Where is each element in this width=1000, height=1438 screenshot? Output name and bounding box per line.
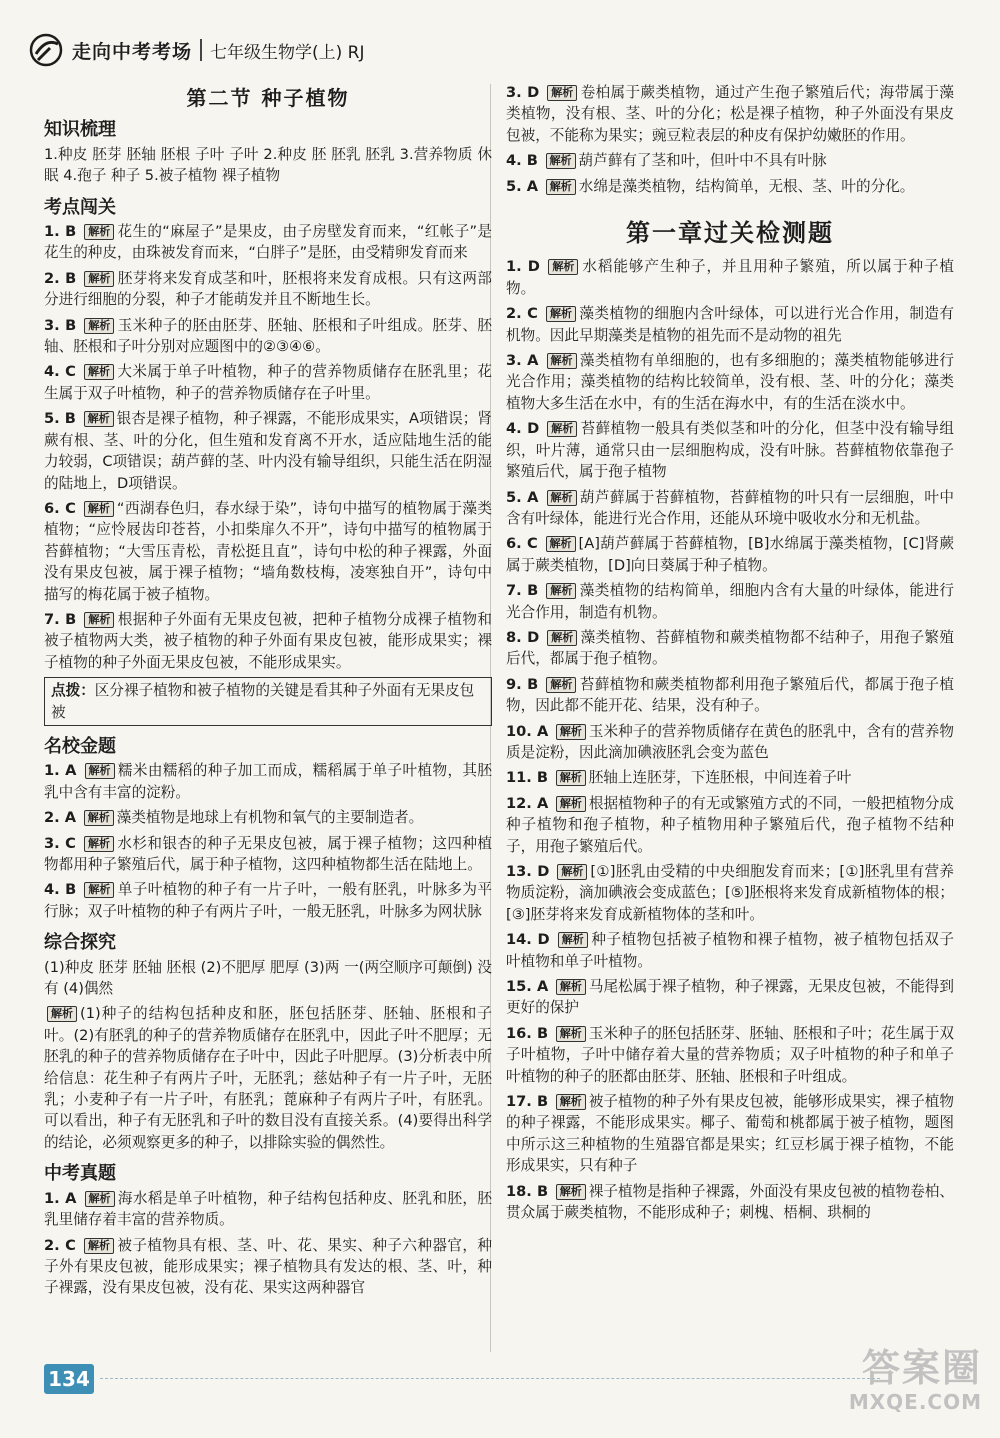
section-title: 第二节 种子植物: [186, 86, 350, 110]
logo-icon: [28, 32, 64, 68]
analysis-tag: 解析: [84, 612, 114, 628]
answer-item: 11. B 解析 胚轴上连胚芽，下连胚根，中间连着子叶: [506, 769, 852, 787]
heading-knowledge: 知识梳理: [44, 119, 116, 141]
checkpoint-list: [44, 221, 492, 673]
answer-item: 4. B 解析 单子叶植物的种子有一片子叶，一般有胚乳，叶脉多为平行脉；双子叶植物的种子有两片子叶，一般无胚乳，叶脉多为网状脉: [44, 881, 492, 920]
analysis-tag: 解析: [546, 306, 576, 322]
knowledge-answers: 1.种皮 胚芽 胚轴 胚根 子叶 子叶 2.种皮 胚 胚乳 胚乳 3.营养物质 休眠 4.孢子 种子 5.被子植物 裸子植物: [44, 145, 492, 185]
analysis-tag: 解析: [84, 810, 114, 826]
analysis-tag: 解析: [546, 536, 576, 552]
analysis-tag: 解析: [85, 1191, 115, 1207]
answer-item: 1. A 解析 糯米由糯稻的种子加工而成，糯稻属于单子叶植物，其胚乳中含有丰富的淀粉。: [44, 762, 492, 801]
inquiry-analysis: 解析 (1)种子的结构包括种皮和胚，胚包括胚芽、胚轴、胚根和子叶。(2)有胚乳的种子的营养物质储存在胚乳中，因此子叶不肥厚；无胚乳的种子的营养物质储存在子叶中，因此子叶肥厚。(3)分析表中所给信息：花生种子有两片子叶，无胚乳；慈姑种子有一片子叶，无胚乳；小麦种子有一片子叶，有胚乳；蓖麻种子有两片子叶，有胚乳。可以看出，种子有无胚乳和子叶的数目没有直接关系。(4)要得出科学的结论，必须观察更多的种子，以排除实验的偶然性。: [44, 1005, 492, 1151]
answer-item: 2. C 解析 藻类植物的细胞内含叶绿体，可以进行光合作用，制造有机物。因此早期藻类是植物的祖先而不是动物的祖先: [506, 305, 954, 344]
answer-item: 3. C 解析 水杉和银杏的种子无果皮包被，属于裸子植物；这四种植物都用种子繁殖后代，属于种子植物，这四种植物都生活在陆地上。: [44, 834, 492, 873]
right-column: [506, 82, 954, 1228]
answer-item: 6. C 解析 “西湖春色归，春水绿于染”，诗句中描写的植物属于藻类植物；“应怜屐齿印苍苔，小扣柴扉久不开”，诗句中描写的植物属于苔藓植物；“大雪压青松，青松挺且直”，诗句中松的种子裸露，外面没有果皮包被，属于裸子植物；“墙角数枝梅，凌寒独自开”，诗句中描写的梅花属于被子植物。: [44, 499, 493, 603]
page-number: 134: [44, 1364, 94, 1394]
analysis-tag: 解析: [84, 318, 114, 334]
answer-item: 15. A 解析 马尾松属于裸子植物，种子裸露，无果皮包被，不能得到更好的保护: [506, 978, 954, 1017]
answer-item: 6. C 解析 [A]葫芦藓属于苔藓植物，[B]水绵属于藻类植物，[C]肾蕨属于蕨类植物，[D]向日葵属于种子植物。: [506, 535, 954, 574]
analysis-tag: 解析: [558, 932, 588, 948]
answer-item: 13. D 解析 [①]胚乳由受精的中央细胞发育而来；[①]胚乳里有营养物质淀粉，滴加碘液会变成蓝色；[⑤]胚根将来发育成新植物体的根；[③]胚芽将来发育成新植物体的茎和叶。: [506, 863, 954, 923]
watermark-logo: 答案圈: [861, 1346, 982, 1390]
heading-checkpoints: 考点闯关: [44, 196, 116, 218]
analysis-tag: 解析: [84, 224, 114, 240]
heading-school-questions: 名校金题: [44, 735, 116, 757]
answer-item: 7. B 解析 根据种子外面有无果皮包被，把种子植物分成裸子植物和被子植物两大类，被子植物的种子外面有果皮包被，能形成果实；裸子植物的种子外面无果皮包被，不能形成果实。: [44, 610, 492, 671]
chapter-test-title: 第一章过关检测题: [626, 219, 834, 248]
answer-item: 12. A 解析 根据植物种子的有无或繁殖方式的不同，一般把植物分成种子植物和孢子植物，种子植物用种子繁殖后代，孢子植物不结种子，用孢子繁殖后代。: [506, 794, 954, 855]
answer-item: 17. B 解析 被子植物的种子外有果皮包被，能够形成果实，裸子植物的种子裸露，不能形成果实。椰子、葡萄和桃都属于被子植物，题图中所示这三种植物的生殖器官都是果实；红豆杉属于裸子植物，不能形成果实，只有种子: [506, 1093, 954, 1175]
watermark-url: MXQE.COM: [848, 1390, 982, 1414]
answer-item: 9. B 解析 苔藓植物和蕨类植物都利用孢子繁殖后代，都属于孢子植物，因此都不能开花、结果，没有种子。: [506, 675, 954, 715]
answer-item: 4. B 解析 葫芦藓有了茎和叶，但叶中不具有叶脉: [506, 152, 827, 170]
analysis-tag: 解析: [547, 353, 577, 369]
page-header: [28, 24, 498, 76]
analysis-tag: 解析: [547, 85, 577, 101]
answer-item: 5. A 解析 葫芦藓属于苔藓植物，苔藓植物的叶只有一层细胞，叶中含有叶绿体，能进行光合作用，还能从环境中吸收水分和无机盐。: [506, 488, 954, 527]
answer-item: 3. D 解析 卷柏属于蕨类植物，通过产生孢子繁殖后代；海带属于藻类植物，没有根、茎、叶的分化；松是裸子植物，种子外面没有果皮包被，不能称为果实；豌豆粒表层的种皮有保护幼嫩胚的作用。: [506, 84, 954, 144]
analysis-tag: 解析: [546, 153, 576, 169]
answer-item: 5. A 解析 水绵是藻类植物，结构简单，无根、茎、叶的分化。: [506, 177, 915, 195]
answer-item: 18. B 解析 裸子植物是指种子裸露，外面没有果皮包被的植物卷柏、贯众属于蕨类植物，不能形成种子；刺槐、梧桐、珙桐的: [506, 1182, 954, 1222]
analysis-tag: 解析: [548, 259, 578, 275]
analysis-tag: 解析: [556, 724, 586, 740]
answer-item: 2. A 解析 藻类植物是地球上有机物和氧气的主要制造者。: [44, 809, 424, 827]
answer-item: 2. C 解析 被子植物具有根、茎、叶、花、果实、种子六种器官，种子外有果皮包被，能形成果实；裸子植物具有发达的根、茎、叶，种子裸露，没有果皮包被，没有花、果实这两种器官: [44, 1236, 492, 1297]
exam-question-list: [44, 1188, 492, 1299]
analysis-tag: 解析: [556, 1094, 586, 1110]
analysis-tag: 解析: [84, 271, 114, 287]
brand-name: 走向中考考场: [72, 40, 193, 63]
analysis-tag: 解析: [47, 1006, 77, 1022]
analysis-tag: 解析: [557, 864, 587, 880]
answer-item: 4. D 解析 苔藓植物一般具有类似茎和叶的分化，但茎中没有输导组织，叶片薄，通常只由一层细胞构成，没有叶脉。苔藓植物依靠孢子繁殖后代，属于孢子植物: [506, 420, 954, 481]
analysis-tag: 解析: [85, 763, 115, 779]
analysis-tag: 解析: [84, 411, 114, 427]
header-separator: [200, 39, 202, 61]
answer-item: 16. B 解析 玉米种子的胚包括胚芽、胚轴、胚根和子叶；花生属于双子叶植物，子叶中储存着大量的营养物质；双子叶植物的种子和单子叶植物的种子的胚都由胚芽、胚轴、胚根和子叶组成。: [506, 1024, 954, 1085]
answer-item: 2. B 解析 胚芽将来发育成茎和叶，胚根将来发育成根。只有这两部分进行细胞的分裂，种子才能萌发并且不断地生长。: [44, 269, 492, 309]
footer-line: [100, 1378, 880, 1379]
answer-item: 1. A 解析 海水稻是单子叶植物，种子结构包括种皮、胚乳和胚，胚乳里储存着丰富的营养物质。: [44, 1189, 492, 1229]
book-title: 七年级生物学(上) RJ: [210, 42, 365, 63]
answer-item: 8. D 解析 藻类植物、苔藓植物和蕨类植物都不结种子，用孢子繁殖后代，都属于孢子植物。: [506, 628, 954, 668]
analysis-tag: 解析: [84, 501, 114, 517]
analysis-tag: 解析: [556, 979, 586, 995]
answer-item: 4. C 解析 大米属于单子叶植物，种子的营养物质储存在胚乳里；花生属于双子叶植物，种子的营养物质储存在子叶里。: [44, 363, 492, 402]
left-column: [44, 86, 492, 1303]
answer-item: 1. D 解析 水稻能够产生种子，并且用种子繁殖，所以属于种子植物。: [506, 258, 954, 297]
answer-item: 5. B 解析 银杏是裸子植物，种子裸露，不能形成果实，A项错误；肾蕨有根、茎、叶的分化，但生殖和发育离不开水，适应陆地生活的能力较弱，C项错误；葫芦藓的茎、叶内没有输导组织，只能生活在阴湿的陆地上，D项错误。: [44, 410, 493, 492]
analysis-tag: 解析: [556, 770, 586, 786]
analysis-tag: 解析: [547, 490, 577, 506]
analysis-tag: 解析: [84, 882, 114, 898]
analysis-tag: 解析: [546, 677, 576, 693]
analysis-tag: 解析: [84, 836, 114, 852]
answer-item: 10. A 解析 玉米种子的营养物质储存在黄色的胚乳中，含有的营养物质是淀粉，因此滴加碘液胚乳会变为蓝色: [506, 722, 954, 761]
chapter-test-list: [506, 256, 954, 1223]
answer-item: 3. B 解析 玉米种子的胚由胚芽、胚轴、胚根和子叶组成。胚芽、胚轴、胚根和子叶分别对应题图中的②③④⑥。: [44, 316, 492, 356]
analysis-tag: 解析: [546, 583, 576, 599]
analysis-tag: 解析: [556, 1026, 586, 1042]
analysis-tag: 解析: [547, 421, 577, 437]
answer-item: 1. B 解析 花生的“麻屋子”是果皮，由子房壁发育而来，“红帐子”是花生的种皮，由珠被发育而来，“白胖子”是胚，由受精卵发育而来: [44, 223, 492, 262]
heading-inquiry: 综合探究: [44, 932, 116, 954]
answer-item: 3. A 解析 藻类植物有单细胞的，也有多细胞的；藻类植物能够进行光合作用；藻类植物的结构比较简单，没有根、茎、叶的分化；藻类植物大多生活在水中，有的生活在海水中，有的生活在淡水中。: [506, 352, 954, 412]
analysis-tag: 解析: [84, 364, 114, 380]
analysis-tag: 解析: [556, 1184, 586, 1200]
analysis-tag: 解析: [84, 1238, 114, 1254]
heading-exam-questions: 中考真题: [44, 1163, 116, 1185]
answer-item: 14. D 解析 种子植物包括被子植物和裸子植物，被子植物包括双子叶植物和单子叶植物。: [506, 931, 954, 970]
analysis-tag: 解析: [547, 630, 577, 646]
analysis-tag: 解析: [546, 179, 576, 195]
school-question-list: [44, 760, 492, 922]
analysis-tag: 解析: [556, 796, 586, 812]
tip-box: 点拨：区分裸子植物和被子植物的关键是看其种子外面有无果皮包被: [44, 677, 492, 726]
watermark: [792, 1346, 982, 1426]
inquiry-answer: (1)种皮 胚芽 胚轴 胚根 (2)不肥厚 肥厚 (3)两 一(两空顺序可颠倒) 没有 (4)偶然: [44, 958, 492, 998]
answer-item: 7. B 解析 藻类植物的结构简单，细胞内含有大量的叶绿体，能进行光合作用，制造有机物。: [506, 582, 954, 621]
